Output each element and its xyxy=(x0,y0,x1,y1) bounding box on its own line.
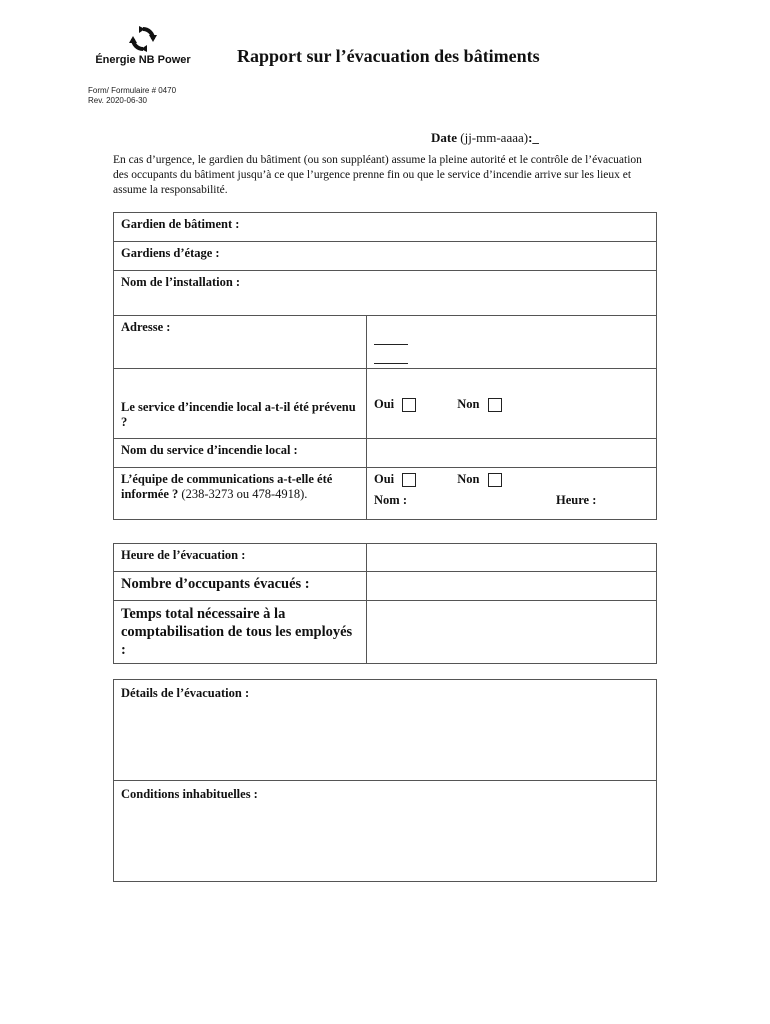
comms-name-label: Nom : xyxy=(374,493,407,507)
building-warden-field[interactable]: Gardien de bâtiment : xyxy=(114,213,657,242)
address-line-2[interactable] xyxy=(374,345,408,364)
fire-dept-notified-options xyxy=(367,369,657,439)
fire-dept-name-field[interactable] xyxy=(367,439,657,468)
no-label: Non xyxy=(457,472,480,486)
fire-dept-no-checkbox[interactable] xyxy=(488,398,502,412)
intro-paragraph: En cas d’urgence, le gardien du bâtiment (ou son suppléant) assume la pleine autorité et le contrôle de l’évacuation des occupants du bâtiment jusqu’à ce que l’urgence prenne fin ou que le service d’incendie arrive sur les lieux et assume la responsabilité. xyxy=(113,154,642,196)
occupants-label: Nombre d’occupants évacués : xyxy=(114,572,367,601)
facility-name-field[interactable]: Nom de l’installation : xyxy=(114,271,657,316)
address-field[interactable] xyxy=(367,316,657,369)
warden-table xyxy=(113,212,657,520)
date-suffix: :_ xyxy=(528,130,539,145)
revision-date: Rev. 2020-06-30 xyxy=(88,96,147,105)
logo xyxy=(88,26,198,66)
unusual-conditions-field[interactable]: Conditions inhabituelles : xyxy=(114,781,657,882)
fire-dept-notified-label: Le service d’incendie local a-t-il été prévenu ? xyxy=(114,369,367,439)
total-time-label: Temps total nécessaire à la comptabilisation de tous les employés : xyxy=(114,601,367,664)
occupants-field[interactable] xyxy=(367,572,657,601)
logo-text: Énergie NB Power xyxy=(95,54,191,66)
no-label: Non xyxy=(457,397,480,411)
comms-team-phone: (238-3273 ou 478-4918). xyxy=(178,487,308,501)
evacuation-stats-table xyxy=(113,543,657,664)
nb-power-logo-icon xyxy=(128,26,158,52)
yes-label: Oui xyxy=(374,472,395,486)
form-meta xyxy=(88,86,176,106)
comms-team-label xyxy=(114,468,367,520)
date-label: Date xyxy=(431,130,457,145)
address-label: Adresse : xyxy=(114,316,367,369)
fire-dept-yes-checkbox[interactable] xyxy=(402,398,416,412)
details-table xyxy=(113,679,657,882)
comms-no-checkbox[interactable] xyxy=(488,473,502,487)
evac-time-field[interactable] xyxy=(367,544,657,572)
total-time-field[interactable] xyxy=(367,601,657,664)
comms-team-options xyxy=(367,468,657,520)
date-format: (jj-mm-aaaa) xyxy=(460,130,529,145)
form-number: Form/ Formulaire # 0470 xyxy=(88,86,177,95)
comms-time-label: Heure : xyxy=(556,493,597,507)
yes-label: Oui xyxy=(374,397,395,411)
evacuation-details-field[interactable]: Détails de l’évacuation : xyxy=(114,680,657,781)
page-title: Rapport sur l’évacuation des bâtiments xyxy=(237,46,540,66)
address-line-1[interactable] xyxy=(374,326,408,345)
comms-team-question: L’équipe de communications a-t-elle été informée ? xyxy=(121,472,333,501)
comms-yes-checkbox[interactable] xyxy=(402,473,416,487)
fire-dept-name-label: Nom du service d’incendie local : xyxy=(114,439,367,468)
floor-wardens-field[interactable]: Gardiens d’étage : xyxy=(114,242,657,271)
evac-time-label: Heure de l’évacuation : xyxy=(114,544,367,572)
date-field[interactable] xyxy=(431,130,539,146)
